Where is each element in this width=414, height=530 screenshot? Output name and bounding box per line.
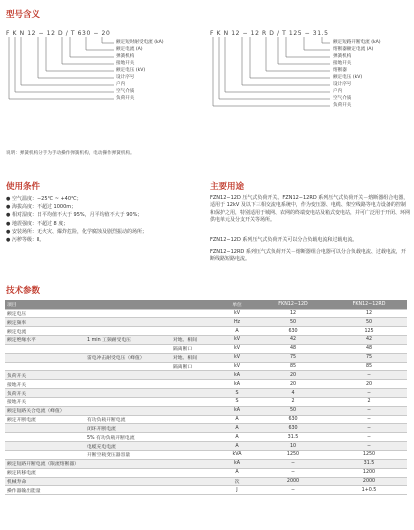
usage-section-title: 主要用途 [210,182,245,192]
table-cell: kV [219,362,255,371]
table-cell [85,309,171,318]
table-cell: A [219,442,255,451]
table-cell: 隔离断口 [171,344,219,353]
table-row [5,362,407,371]
table-row [5,353,407,362]
table-cell: kV [219,344,255,353]
model-note: 说明：弹簧机构分手为手动操作弹簧机构，电动操作弹簧机构。 [6,151,135,156]
conditions-list [6,195,147,244]
table-cell [5,433,85,442]
left-legend-item: 空气介质 [116,89,135,94]
tech-section-title: 技术参数 [6,286,41,296]
table-cell [85,459,171,468]
table-row [5,415,407,424]
table-cell: 有功负载开断电流 [85,415,171,424]
table-cell: 48 [331,344,407,353]
left-legend-item: 弹簧机构 [116,54,135,59]
table-cell [85,486,171,495]
table-cell: 额定绝缘水平 [5,336,85,345]
table-cell: 对地、相间 [171,336,219,345]
left-legend-item: 设计序号 [116,75,135,80]
table-cell: 50 [255,318,331,327]
table-row [5,380,407,389]
header-item: 项目 [5,300,219,309]
table-cell: 31.5 [331,459,407,468]
table-cell [171,327,219,336]
table-cell: A [219,327,255,336]
table-cell: 1200 [331,468,407,477]
table-cell: − [331,433,407,442]
table-cell: 42 [255,336,331,345]
table-cell: 次 [219,477,255,486]
table-row [5,486,407,495]
left-legend [116,40,164,103]
right-legend-item: 设计序号 [333,82,352,87]
table-cell [85,389,171,398]
table-cell [5,353,85,362]
table-cell: 4 [255,389,331,398]
table-cell: S [219,389,255,398]
table-row [5,327,407,336]
table-cell: 额定电流 [5,327,85,336]
left-legend-item: 额定电压 (kV) [116,68,146,73]
header-unit: 单位 [219,300,255,309]
table-cell [171,459,219,468]
table-cell [85,477,171,486]
table-cell [85,371,171,380]
right-legend-item: 熔断器额定电流 (A) [333,47,374,52]
right-legend-item: 负荷开关 [333,103,352,108]
table-cell: kA [219,459,255,468]
table-cell: 闭环开断电流 [85,424,171,433]
table-cell: − [331,371,407,380]
table-cell: A [219,415,255,424]
table-cell: 1250 [255,451,331,460]
right-model-code: F K N 12 − 12 R D / T 125 − 31.5 [210,30,329,37]
table-cell [85,406,171,415]
table-cell: 额定转移电流 [5,468,85,477]
table-cell: 额定短路关合电流（峰值） [5,406,85,415]
table-cell [171,451,219,460]
table-cell: kVA [219,451,255,460]
condition-item: ● 地震强度：不超过 8 度； [6,220,69,227]
table-cell [85,362,171,371]
table-row [5,442,407,451]
table-cell: 额定频率 [5,318,85,327]
header-model-rd: FKN12−12RD [331,300,407,309]
table-cell [171,380,219,389]
table-cell: kV [219,353,255,362]
header-model-d: FKN12−12D [255,300,331,309]
table-cell [171,389,219,398]
table-cell [5,424,85,433]
table-cell: 85 [255,362,331,371]
table-row [5,459,407,468]
table-cell: A [219,433,255,442]
table-cell: 50 [331,318,407,327]
usage-paragraph: FZN12−12RD 系列压气式负荷开关－熔断器组合电器可以分合负载电流、过载电流，开断线路短路电流。 [210,249,406,263]
table-cell: 2000 [255,477,331,486]
table-cell [5,344,85,353]
table-cell: kV [219,336,255,345]
table-cell [5,451,85,460]
table-cell: − [331,424,407,433]
table-cell: 20 [255,380,331,389]
table-cell: kV [219,309,255,318]
tech-spec-table [5,300,407,495]
table-cell: 接地开关 [5,397,85,406]
right-legend-item: 额定电压 (kV) [333,75,363,80]
model-section-title: 型号含义 [6,10,41,20]
table-cell: − [331,442,407,451]
right-code-leader-lines [210,37,350,117]
table-cell: 10 [255,442,331,451]
left-legend-item: 接地开关 [116,61,135,66]
table-cell: 开断空载变压器容量 [85,451,171,460]
table-cell: 1+0.5 [331,486,407,495]
table-cell: 对地、相间 [171,353,219,362]
left-legend-item: 额定电流 (A) [116,47,143,52]
table-cell [85,327,171,336]
table-cell: 操作器输出能量 [5,486,85,495]
table-row [5,371,407,380]
left-model-code: F K N 12 − 12 D / T 630 − 20 [6,30,111,37]
table-cell: 50 [255,406,331,415]
table-cell: 接地开关 [5,380,85,389]
table-cell: 85 [331,362,407,371]
table-cell: 5% 有功负载开断电流 [85,433,171,442]
table-cell: 20 [255,371,331,380]
table-row [5,468,407,477]
table-cell: 31.5 [255,433,331,442]
table-cell: kA [219,371,255,380]
table-cell: 2000 [331,477,407,486]
table-cell: 机械寿命 [5,477,85,486]
table-cell [171,397,219,406]
table-cell: 额定开断电流 [5,415,85,424]
table-cell: 隔离断口 [171,362,219,371]
table-cell: 48 [255,344,331,353]
table-row [5,397,407,406]
table-cell: Hz [219,318,255,327]
table-cell: A [219,468,255,477]
table-cell: 雷电冲击耐受电压（峰值） [85,353,171,362]
table-cell: 12 [255,309,331,318]
usage-paragraph: FZN12−12D 系列压气式负荷开关可以分合负载电流和过载电流。 [210,237,358,243]
table-cell: 75 [331,353,407,362]
table-cell: 负荷开关 [5,389,85,398]
condition-item: ● 相对湿度：日平均值不大于 95%，月平均值不大于 90%； [6,212,143,219]
table-cell: 125 [331,327,407,336]
table-cell: 负荷开关 [5,371,85,380]
table-cell [5,442,85,451]
table-cell: 1 min 工频耐受电压 [85,336,171,345]
left-legend-item: 额定短时耐受电流 (kA) [116,40,164,45]
table-row [5,424,407,433]
table-cell: 电缆充电电流 [85,442,171,451]
right-legend-item: 接地开关 [333,61,352,66]
table-cell: 额定短路开断电流（限流熔断器） [5,459,85,468]
condition-item: ● 安装场所：无火灾、爆炸危险，化学腐蚀及剧烈振动的场所； [6,228,147,235]
table-cell [171,442,219,451]
right-legend [333,40,381,110]
table-cell: 2 [331,397,407,406]
table-row [5,336,407,345]
table-row [5,309,407,318]
table-cell [171,309,219,318]
condition-item: ● 空气温度：−25℃ ~ +40℃； [6,196,82,202]
left-legend-item: 负荷开关 [116,96,135,101]
table-cell: 2 [255,397,331,406]
table-cell: 630 [255,415,331,424]
table-cell [171,406,219,415]
table-cell: 630 [255,327,331,336]
right-legend-item: 空气介质 [333,96,352,101]
left-legend-item: 户内 [116,82,126,87]
right-legend-item: 弹簧机构 [333,54,352,59]
table-cell: 75 [255,353,331,362]
table-cell: − [331,389,407,398]
table-header-row [5,300,407,309]
table-row [5,451,407,460]
table-cell [5,362,85,371]
condition-item: ● 污秽等级：Ⅱ。 [6,237,45,244]
usage-paragraph: FZN12−12D 压气式负荷开关、FZN12−12RD 系列压气式负荷开关－熔断器组合电器，适用于 12kV 及以下三相交流电系统中，作为变压器、电缆、架空线路等电力设备的控制和保护之用，特别适用于城网、农网的终端变电站及箱式变电站，并可广泛用于开闭、环网供电单元及分支开关等场所。 [210,195,411,224]
table-row [5,406,407,415]
table-cell: 42 [331,336,407,345]
right-legend-item: 额定短路开断电流 (kA) [333,40,381,45]
conditions-section-title: 使用条件 [6,182,41,192]
table-cell: − [255,468,331,477]
table-cell: 20 [331,380,407,389]
table-cell: 630 [255,424,331,433]
table-cell [171,415,219,424]
table-cell [171,433,219,442]
right-legend-item: 户内 [333,89,343,94]
table-cell [171,486,219,495]
table-cell [85,380,171,389]
table-cell [171,477,219,486]
table-row [5,433,407,442]
table-cell [171,318,219,327]
table-cell [85,344,171,353]
table-cell [171,371,219,380]
right-legend-item: 熔断器 [333,68,347,73]
table-cell: kA [219,380,255,389]
table-row [5,344,407,353]
table-cell [171,424,219,433]
table-row [5,389,407,398]
table-cell [85,397,171,406]
table-cell: kA [219,406,255,415]
table-row [5,477,407,486]
table-cell [85,468,171,477]
table-cell: 1250 [331,451,407,460]
table-row [5,318,407,327]
table-cell: 12 [331,309,407,318]
table-cell: A [219,424,255,433]
table-cell: − [331,406,407,415]
table-cell: − [255,459,331,468]
table-cell: 额定电压 [5,309,85,318]
table-body [5,309,407,495]
table-cell: − [255,486,331,495]
table-cell: J [219,486,255,495]
table-cell [85,318,171,327]
table-cell: S [219,397,255,406]
table-cell [171,468,219,477]
table-cell: − [331,415,407,424]
condition-item: ● 海拔高度：不超过 1000m； [6,204,77,211]
